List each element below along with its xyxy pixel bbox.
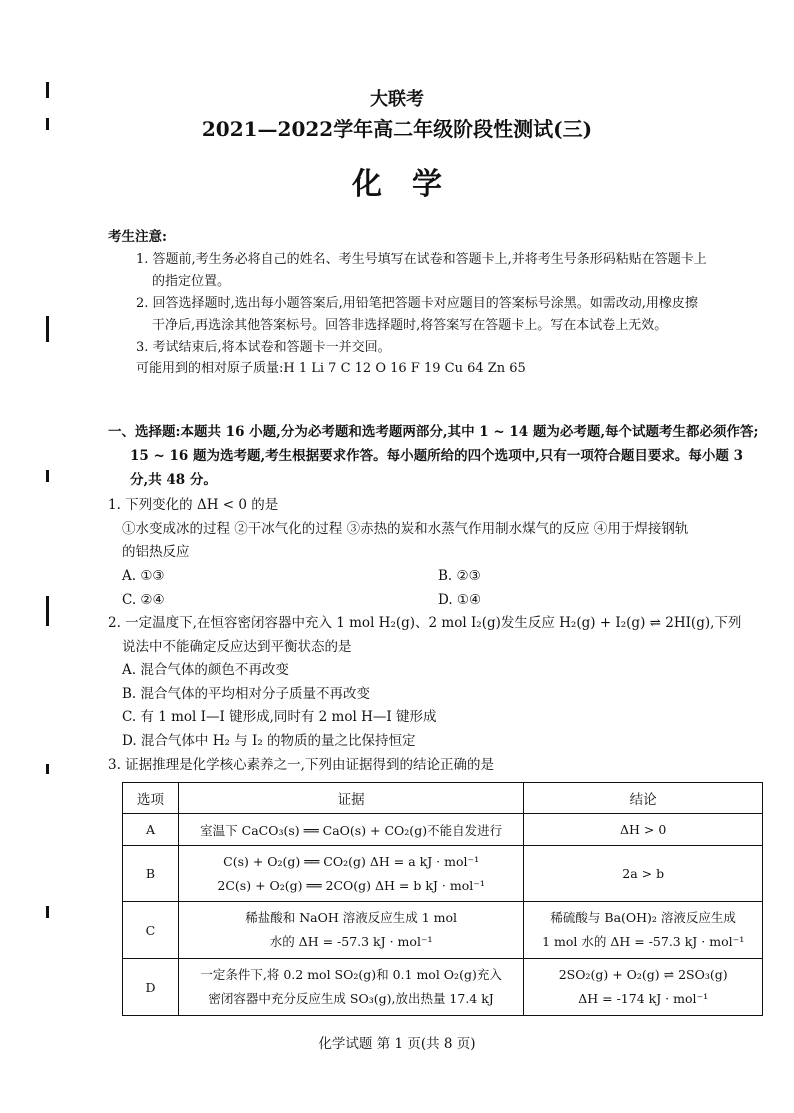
conclusion-line: 2a > b [622, 866, 665, 881]
conclusion-line: 稀硫酸与 Ba(OH)₂ 溶液反应生成 [550, 910, 736, 925]
conclusion-line: 1 mol 水的 ΔH = -57.3 kJ · mol⁻¹ [542, 934, 745, 949]
notice-item: 3. 考试结束后,将本试卷和答题卡一并交回。 [136, 340, 391, 355]
q2-option-a: A. 混合气体的颜色不再改变 [122, 662, 289, 678]
conclusion-line: ΔH = -174 kJ · mol⁻¹ [578, 991, 709, 1006]
table-row [123, 959, 763, 1016]
row-option: D [123, 959, 179, 1016]
q2-option-c: C. 有 1 mol I—I 键形成,同时有 2 mol H—I 键形成 [122, 709, 437, 725]
section-heading-cont: 15 ~ 16 题为选考题,考生根据要求作答。每小题所给的四个选项中,只有一项符合题目要求。每小题 3 [130, 448, 743, 464]
row-option: A [123, 814, 179, 846]
header-evidence: 证据 [178, 783, 523, 814]
binding-mark [46, 764, 49, 774]
q1-stem: 1. 下列变化的 ΔH < 0 的是 [108, 497, 279, 513]
header-conclusion: 结论 [524, 783, 763, 814]
q1-items: ①水变成冰的过程 ②干冰气化的过程 ③赤热的炭和水蒸气作用制水煤气的反应 ④用于焊接钢轨 [122, 521, 689, 537]
table-row [123, 902, 763, 959]
row-conclusion [524, 814, 763, 846]
atomic-masses: 可能用到的相对原子质量:H 1 Li 7 C 12 O 16 F 19 Cu 64 Zn 65 [136, 361, 526, 376]
row-conclusion [524, 902, 763, 959]
row-conclusion [524, 846, 763, 902]
subject-title: 化学 [352, 167, 472, 202]
section-heading: 一、选择题:本题共 16 小题,分为必考题和选考题两部分,其中 1 ~ 14 题为必考题,每个试题考生都必须作答; [108, 424, 759, 440]
section-heading-cont: 分,共 48 分。 [130, 472, 217, 488]
notice-item: 干净后,再选涂其他答案标号。回答非选择题时,将答案写在答题卡上。写在本试卷上无效。 [152, 318, 668, 333]
exam-organizer: 大联考 [370, 89, 424, 110]
page-footer: 化学试题 第 1 页(共 8 页) [318, 1036, 476, 1052]
q1-option-b: B. ②③ [438, 568, 481, 584]
q1-option-a: A. ①③ [122, 568, 165, 584]
row-evidence [178, 902, 523, 959]
q2-stem-cont: 说法中不能确定反应达到平衡状态的是 [122, 639, 352, 655]
notice-item: 的指定位置。 [152, 274, 231, 289]
binding-mark [46, 316, 49, 342]
notice-item: 2. 回答选择题时,选出每小题答案后,用铅笔把答题卡对应题目的答案标号涂黑。如需改动,用橡皮擦 [136, 296, 698, 311]
q1-option-c: C. ②④ [122, 592, 165, 608]
row-option: C [123, 902, 179, 959]
q2-option-d: D. 混合气体中 H₂ 与 I₂ 的物质的量之比保持恒定 [122, 733, 416, 749]
q1-option-d: D. ①④ [438, 592, 482, 608]
conclusion-line: ΔH > 0 [620, 822, 667, 837]
evidence-line: 水的 ΔH = -57.3 kJ · mol⁻¹ [269, 934, 433, 949]
row-option: B [123, 846, 179, 902]
evidence-line: 一定条件下,将 0.2 mol SO₂(g)和 0.1 mol O₂(g)充入 [200, 967, 502, 982]
row-conclusion [524, 959, 763, 1016]
evidence-line: 稀盐酸和 NaOH 溶液反应生成 1 mol [245, 910, 457, 925]
evidence-line: C(s) + O₂(g) ══ CO₂(g) ΔH = a kJ · mol⁻¹ [223, 853, 480, 869]
evidence-line: 2C(s) + O₂(g) ══ 2CO(g) ΔH = b kJ · mol⁻¹ [217, 877, 485, 893]
q3-stem: 3. 证据推理是化学核心素养之一,下列由证据得到的结论正确的是 [108, 757, 494, 773]
binding-mark [46, 596, 49, 626]
evidence-line: 密闭容器中充分反应生成 SO₃(g),放出热量 17.4 kJ [208, 991, 494, 1006]
evidence-table [122, 782, 763, 1016]
header-option: 选项 [123, 783, 179, 814]
binding-mark [46, 906, 49, 918]
q1-items-cont: 的铝热反应 [122, 544, 190, 560]
notice-item: 1. 答题前,考生务必将自己的姓名、考生号填写在试卷和答题卡上,并将考生号条形码粘贴在答题卡上 [136, 252, 707, 267]
row-evidence [178, 846, 523, 902]
q2-stem: 2. 一定温度下,在恒容密闭容器中充入 1 mol H₂(g)、2 mol I₂(g)发生反应 H₂(g) + I₂(g) ⇌ 2HI(g),下列 [108, 615, 742, 631]
exam-title: 2021—2022学年高二年级阶段性测试(三) [201, 117, 593, 141]
notice-title: 考生注意: [108, 229, 167, 245]
row-evidence [178, 959, 523, 1016]
row-evidence [178, 814, 523, 846]
conclusion-line: 2SO₂(g) + O₂(g) ⇌ 2SO₃(g) [558, 967, 728, 982]
table-row [123, 846, 763, 902]
table-row [123, 814, 763, 846]
q2-option-b: B. 混合气体的平均相对分子质量不再改变 [122, 686, 371, 702]
table-header-row [123, 783, 763, 814]
binding-mark [46, 470, 49, 482]
evidence-line: 室温下 CaCO₃(s) ══ CaO(s) + CO₂(g)不能自发进行 [200, 822, 503, 838]
